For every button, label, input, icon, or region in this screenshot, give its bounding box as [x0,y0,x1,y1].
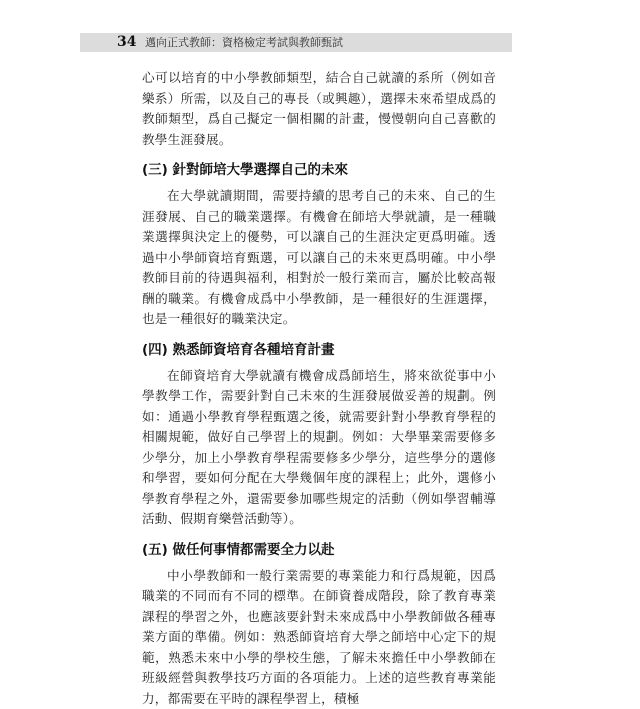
running-head: 邁向正式教師：資格檢定考試與教師甄試 [145,36,343,50]
section-paragraph: 中小學教師和一般行業需要的專業能力和行爲規範，因爲職業的不同而有不同的標準。在師資養成階段，除了教育專業課程的學習之外，也應該要針對未來成爲中小學教師做各種專業方面的準備。例如：熟悉師資培育大學之師培中心定下的規範，熟悉未來中小學的學校生態，了解未來擔任中小學教師在班級經營與教學技巧方面的各項能力。上述的這些教育專業能力，都需要在平時的課程學習上，積極 [142,566,496,709]
page-number: 34 [117,34,136,51]
section-number: (四) [142,342,168,358]
section-number: (五) [142,542,168,558]
section-paragraph: 在大學就讀期間，需要持續的思考自己的未來、自己的生涯發展、自己的職業選擇。有機會在師培大學就讀，是一種職業選擇與決定上的優勢，可以讓自己的生涯決定更爲明確。透過中小學師資培育甄選，可以讓自己的未來更爲明確。中小學教師目前的待遇與福利，相對於一般行業而言，屬於比較高報酬的職業。有機會成爲中小學教師，是一種很好的生涯選擇，也是一種很好的職業決定。 [142,186,496,330]
section-title: 做任何事情都需要全力以赴 [173,542,335,558]
section-heading [142,160,496,180]
page-body [142,68,496,709]
section-paragraph: 在師資培育大學就讀有機會成爲師培生，將來欲從事中小學教學工作，需要針對自己未來的生涯發展做妥善的規劃。例如：通過小學教育學程甄選之後，就需要針對小學教育學程的相關規範，做好自己學習上的規劃。例如：大學畢業需要修多少學分，加上小學教育學程需要修多少學分，這些學分的選修和學習，要如何分配在大學幾個年度的課程上；此外，選修小學教育學程之外，還需要參加哪些規定的活動（例如學習輔導活動、假期育樂營活動等）。 [142,366,496,530]
intro-paragraph: 心可以培育的中小學教師類型，結合自己就讀的系所（例如音樂系）所需，以及自己的專長（或興趣），選擇未來希望成爲的教師類型，爲自己擬定一個相關的計畫，慢慢朝向自己喜歡的教學生涯發展。 [142,68,496,150]
section-heading [142,340,496,360]
section-number: (三) [142,162,168,178]
section-title: 針對師培大學選擇自己的未來 [173,162,349,178]
section-title: 熟悉師資培育各種培育計畫 [173,342,335,358]
section-heading [142,540,496,560]
